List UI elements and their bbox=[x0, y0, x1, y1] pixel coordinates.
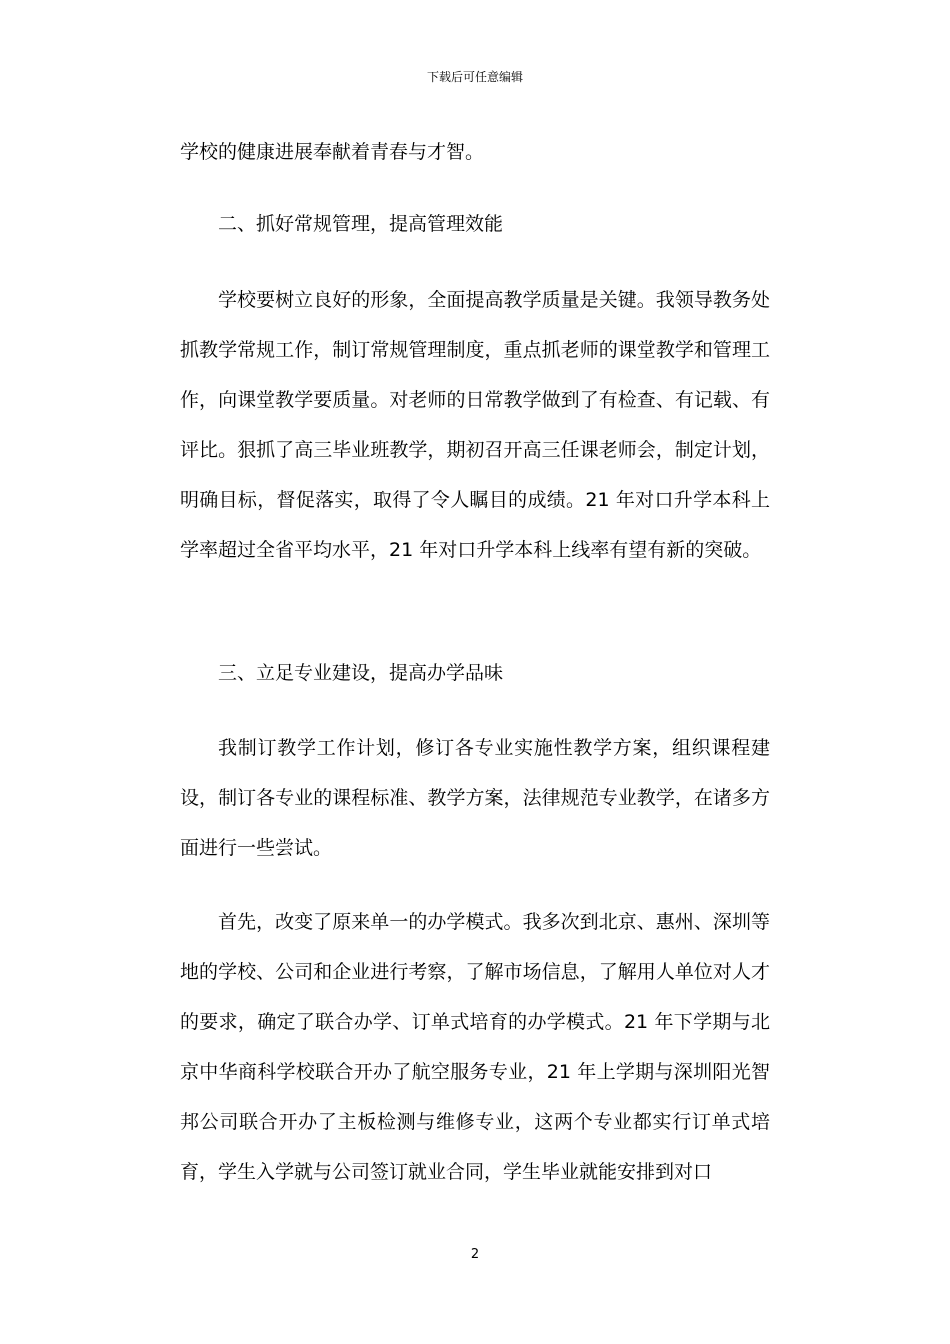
document-body bbox=[180, 723, 770, 873]
document-body bbox=[180, 648, 770, 698]
paragraph-school-model: 首先，改变了原来单一的办学模式。我多次到北京、惠州、深圳等地的学校、公司和企业进行考察，了解市场信息，了解用人单位对人才的要求，确定了联合办学、订单式培育的办学模式。21 年下学期与北京中华商科学校联合开办了航空服务专业，21 年上学期与深圳阳光智邦公司联合开办了主板检测与维修专业，这两个专业都实行订单式培育，学生入学就与公司签订就业合同，学生毕业就能安排到对口 bbox=[180, 911, 770, 1183]
paragraph-teaching-quality: 学校要树立良好的形象，全面提高教学质量是关键。我领导教务处抓教学常规工作，制订常规管理制度，重点抓老师的课堂教学和管理工作，向课堂教学要质量。对老师的日常教学做到了有检查、有记载、有评比。狠抓了高三毕业班教学，期初召开高三任课老师会，制定计划，明确目标，督促落实，取得了令人瞩目的成绩。21 年对口升学本科上学率超过全省平均水平，21 年对口升学本科上线率有望有新的突破。 bbox=[180, 289, 770, 561]
paragraph-teaching-plan: 我制订教学工作计划，修订各专业实施性教学方案，组织课程建设，制订各专业的课程标准、教学方案，法律规范专业教学，在诸多方面进行一些尝试。 bbox=[180, 737, 770, 859]
paragraph-continuation: 学校的健康进展奉献着青春与才智。 bbox=[180, 141, 485, 163]
page-number: 2 bbox=[470, 1247, 480, 1262]
document-body bbox=[180, 127, 770, 177]
section-heading-2: 二、抓好常规管理，提高管理效能 bbox=[218, 213, 504, 235]
document-body bbox=[180, 897, 770, 1197]
document-body bbox=[180, 199, 770, 249]
document-body bbox=[180, 275, 770, 575]
header-note: 下载后可任意编辑 bbox=[426, 70, 523, 84]
section-heading-3: 三、立足专业建设，提高办学品味 bbox=[218, 662, 504, 684]
